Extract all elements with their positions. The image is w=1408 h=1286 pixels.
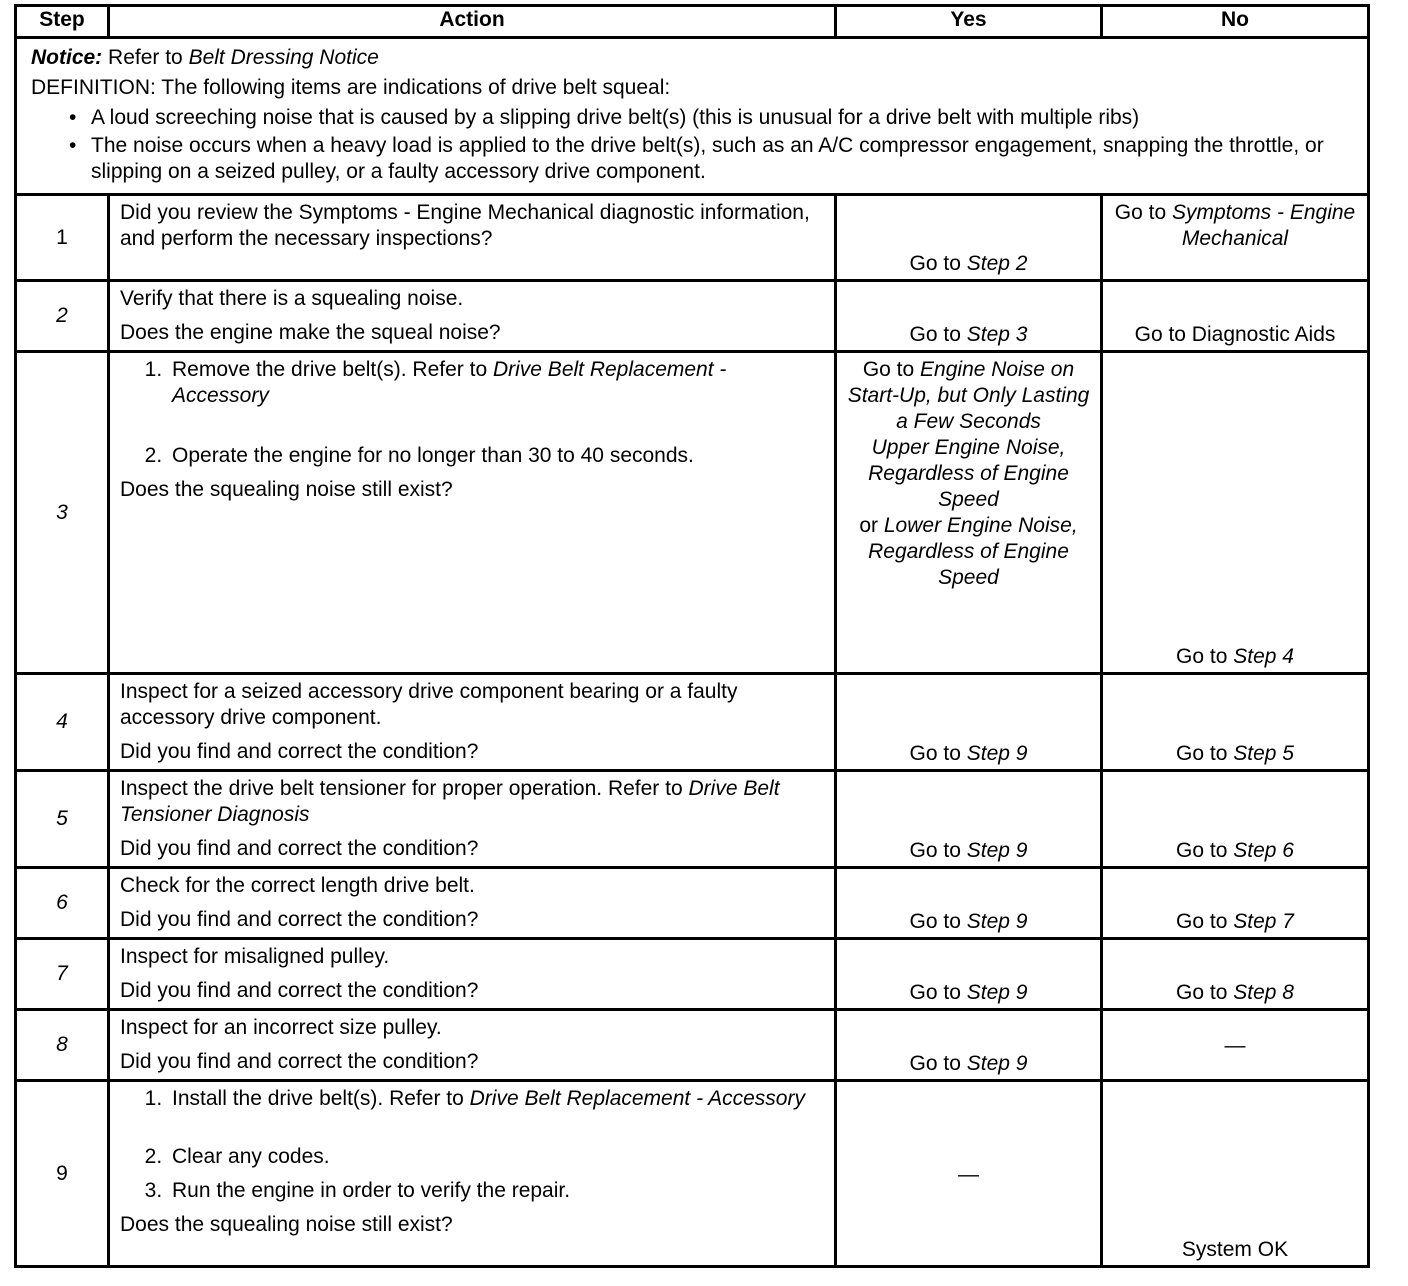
no-prefix: Go to	[1176, 839, 1228, 862]
action-step-2: 2. Operate the engine for no longer than 30 to 40 seconds.	[168, 443, 824, 469]
step-number: 6	[16, 868, 109, 939]
action-step-link[interactable]: Drive Belt Replacement - Accessory	[172, 358, 727, 407]
action-step-1	[168, 357, 824, 409]
no-link[interactable]: Step 8	[1233, 981, 1294, 1004]
no-cell	[1102, 352, 1369, 674]
action-link[interactable]: Drive Belt Tensioner Diagnosis	[120, 777, 780, 826]
step-number: 2	[16, 281, 109, 352]
definition-bullet: • The noise occurs when a heavy load is applied to the drive belt(s), such as an A/C compressor engagement, snapping the throttle, or slipping on a seized pulley, or a faulty accessory drive component.	[91, 133, 1353, 185]
no-dash: —	[1224, 1034, 1246, 1057]
yes-link[interactable]: Step 9	[966, 1052, 1028, 1075]
yes-cell	[836, 1010, 1102, 1081]
yes-prefix: Go to	[909, 742, 961, 765]
step-row-8	[16, 1010, 1369, 1081]
action-cell	[109, 195, 836, 281]
yes-link[interactable]: Step 3	[966, 323, 1028, 346]
yes-prefix: Go to	[909, 1052, 961, 1075]
yes-cell	[836, 281, 1102, 352]
yes-link[interactable]: Step 9	[966, 839, 1028, 862]
action-text: Inspect for an incorrect size pulley.	[120, 1016, 442, 1039]
step-row-9	[16, 1081, 1369, 1267]
no-cell	[1102, 1010, 1369, 1081]
no-text[interactable]: Go to Diagnostic Aids	[1134, 323, 1336, 346]
action-cell	[109, 1081, 836, 1267]
action-text: Verify that there is a squealing noise.	[120, 287, 464, 310]
action-cell	[109, 771, 836, 868]
no-cell	[1102, 771, 1369, 868]
no-cell	[1102, 1081, 1369, 1267]
no-prefix: Go to	[1114, 201, 1167, 224]
action-cell	[109, 352, 836, 674]
step-row-1	[16, 195, 1369, 281]
no-cell	[1102, 868, 1369, 939]
action-cell	[109, 674, 836, 771]
action-step-link[interactable]: Drive Belt Replacement - Accessory	[469, 1087, 805, 1110]
action-cell	[109, 868, 836, 939]
action-cell	[109, 939, 836, 1010]
notice-cell	[16, 38, 1369, 195]
notice-label: Notice:	[31, 46, 103, 69]
yes-dash: —	[958, 1162, 979, 1186]
action-question: Does the squealing noise still exist?	[120, 478, 453, 501]
action-question: Did you find and correct the condition?	[120, 979, 479, 1002]
yes-cell	[836, 352, 1102, 674]
no-cell	[1102, 939, 1369, 1010]
step-number: 4	[16, 674, 109, 771]
definition-text: DEFINITION: The following items are indications of drive belt squeal:	[31, 76, 671, 99]
action-steps	[114, 357, 824, 469]
step-number: 8	[16, 1010, 109, 1081]
yes-prefix: Go to	[909, 252, 961, 275]
no-prefix: Go to	[1176, 645, 1228, 668]
yes-link-upper[interactable]: Upper Engine Noise, Regardless of Engine Speed	[868, 436, 1069, 511]
header-row	[16, 6, 1369, 38]
action-question: Did you find and correct the condition?	[120, 837, 479, 860]
step-row-2	[16, 281, 1369, 352]
step-number: 5	[16, 771, 109, 868]
action-question: Did you find and correct the condition?	[120, 1050, 479, 1073]
action-question: Does the squealing noise still exist?	[120, 1213, 453, 1236]
yes-prefix: Go to	[909, 839, 961, 862]
yes-prefix: Go to	[909, 981, 961, 1004]
step-row-4	[16, 674, 1369, 771]
step-number: 9	[16, 1081, 109, 1267]
step-number: 1	[16, 195, 109, 281]
step-number: 7	[16, 939, 109, 1010]
yes-links	[847, 357, 1090, 591]
no-link[interactable]: Step 4	[1233, 645, 1294, 668]
header-step: Step	[16, 6, 109, 38]
yes-link-startup[interactable]: Engine Noise on Start-Up, but Only Lasting a Few Seconds	[847, 358, 1090, 433]
action-question: Does the engine make the squeal noise?	[120, 321, 501, 344]
notice-link[interactable]: Belt Dressing Notice	[188, 46, 379, 69]
no-prefix: Go to	[1176, 910, 1228, 933]
action-text: Check for the correct length drive belt.	[120, 874, 475, 897]
action-text: Inspect for a seized accessory drive component bearing or a faulty accessory drive component.	[120, 680, 738, 729]
action-question: Did you find and correct the condition?	[120, 908, 479, 931]
yes-cell	[836, 195, 1102, 281]
yes-or: or	[859, 514, 879, 537]
action-steps	[114, 1086, 824, 1204]
no-prefix: Go to	[1176, 742, 1228, 765]
header-no: No	[1102, 6, 1369, 38]
action-question: Did you find and correct the condition?	[120, 740, 479, 763]
header-action: Action	[109, 6, 836, 38]
yes-cell	[836, 939, 1102, 1010]
step-row-6	[16, 868, 1369, 939]
action-step-2: 2. Clear any codes.	[168, 1144, 824, 1170]
step-number: 3	[16, 352, 109, 674]
yes-cell	[836, 674, 1102, 771]
no-link[interactable]: Symptoms - Engine Mechanical	[1171, 201, 1356, 250]
action-step-3: 3. Run the engine in order to verify the repair.	[168, 1178, 824, 1204]
action-text: Did you review the Symptoms - Engine Mechanical diagnostic information, and perform the necessary inspections?	[120, 201, 810, 250]
action-step-text: Remove the drive belt(s). Refer to	[172, 358, 488, 381]
action-step-1	[168, 1086, 824, 1112]
yes-cell	[836, 771, 1102, 868]
no-cell	[1102, 674, 1369, 771]
yes-link[interactable]: Step 9	[966, 910, 1028, 933]
action-step-text: Install the drive belt(s). Refer to	[172, 1087, 464, 1110]
no-link[interactable]: Step 6	[1233, 839, 1294, 862]
action-cell	[109, 281, 836, 352]
notice-row	[16, 38, 1369, 195]
yes-cell	[836, 1081, 1102, 1267]
no-prefix: Go to	[1176, 981, 1228, 1004]
diagnostic-table	[14, 4, 1370, 1268]
yes-link[interactable]: Step 2	[966, 252, 1028, 275]
yes-link[interactable]: Step 9	[966, 742, 1028, 765]
step-row-3	[16, 352, 1369, 674]
no-link[interactable]: Step 5	[1233, 742, 1294, 765]
action-text: Inspect for misaligned pulley.	[120, 945, 390, 968]
no-cell	[1102, 195, 1369, 281]
step-row-7	[16, 939, 1369, 1010]
header-yes: Yes	[836, 6, 1102, 38]
yes-link[interactable]: Step 9	[966, 981, 1028, 1004]
no-link[interactable]: Step 7	[1233, 910, 1294, 933]
no-cell	[1102, 281, 1369, 352]
yes-prefix: Go to	[862, 358, 915, 381]
action-text-part: Inspect the drive belt tensioner for proper operation. Refer to	[120, 777, 683, 800]
yes-prefix: Go to	[909, 910, 961, 933]
definition-list	[31, 105, 1353, 185]
yes-link-lower[interactable]: Lower Engine Noise, Regardless of Engine Speed	[868, 514, 1078, 589]
yes-prefix: Go to	[909, 323, 961, 346]
step-row-5	[16, 771, 1369, 868]
notice-refer: Refer to	[108, 46, 183, 69]
action-text	[120, 776, 824, 828]
action-cell	[109, 1010, 836, 1081]
no-text: System OK	[1181, 1238, 1289, 1261]
yes-cell	[836, 868, 1102, 939]
notice-line	[31, 45, 1353, 71]
definition-bullet: • A loud screeching noise that is caused by a slipping drive belt(s) (this is unusual for a drive belt with multiple ribs)	[91, 105, 1353, 131]
